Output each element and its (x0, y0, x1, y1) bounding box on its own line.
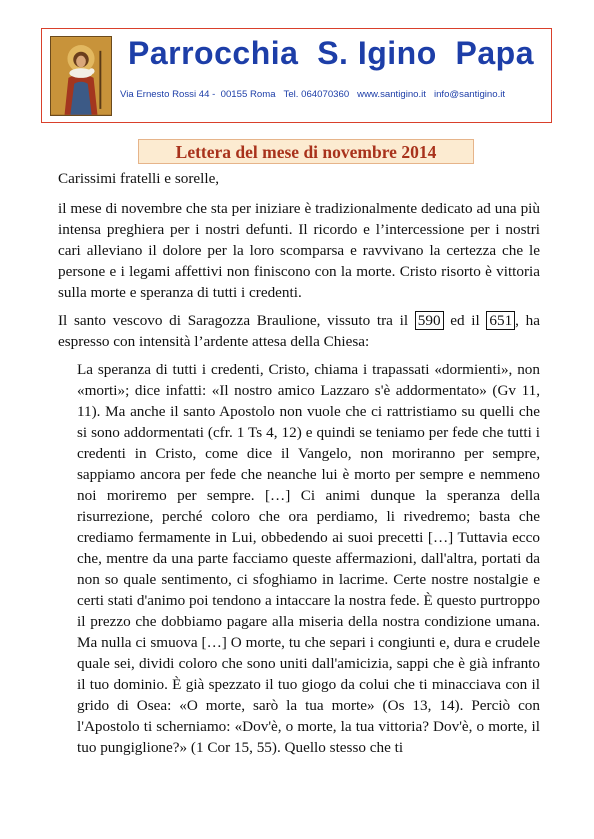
website-link[interactable]: www.santigino.it (357, 89, 426, 100)
paragraph-intro: il mese di novembre che sta per iniziare è tradizionalmente dedicato ad una più intensa preghiera per i nostri defunti. Il ricordo e l’intercessione per i nostri cari alleviano il dolore per la loro scomparsa e ravvivano la certezza che le persone e i legami affettivi non finiscono con la morte. Cristo risorto è vittoria sulla morte e speranza di tutti i credenti. (58, 200, 540, 301)
parish-title: Parrocchia S. Igino Papa (128, 35, 535, 71)
letter-title: Lettera del mese di novembre 2014 (138, 139, 474, 164)
letter-body (58, 168, 540, 758)
contact-line (120, 89, 513, 100)
quote-block: La speranza di tutti i credenti, Cristo, chiama i trapassati «dormienti», non «morti»; dice infatti: «Il nostro amico Lazzaro s'è addormentato» (Gv 11, 11). Ma anche il santo Apostolo non vuole che ci rattristiamo su quelli che si sono addormentati (cfr. 1 Ts 4, 12) e quindi se teniamo per fede che tutti i credenti in Cristo, come dice il Vangelo, non moriranno per sempre, sappiamo ancora per fede che neanche lui è morto per sempre e nemmeno noi moriremo per sempre. […] Ci animi dunque la speranza della risurrezione, perché coloro che ora perdiamo, li rivedremo; basta che crediamo fermamente in Lui, obbedendo ai suoi precetti […] Tuttavia ecco che, mentre da una parte facciamo queste affermazioni, dall'altra, portati da non so quale sentimento, ci sfoghiamo in lacrime. Certe nostre nostalgie e certi stati d'animo poi tendono a intaccare la nostra fede. È questo purtroppo il prezzo che dobbiamo pagare alla miseria della nostra condizione umana. Ma nulla ci smuova […] O morte, tu che separi i congiunti e, dura e crudele quale sei, dividi coloro che sono uniti dall'amicizia, sappi che è già infranto il tuo dominio. È già spezzato il tuo giogo da colui che ti minacciava con il grido di Osea: «O morte, sarò la tua morte» (Os 13, 14). Perciò con l'Apostolo ti scherniamo: «Dov'è, o morte, la tua vittoria? Dov'è, o morte, il tuo pungiglione?» (1 Cor 15, 55). Quello stesso che ti (77, 361, 540, 756)
parish-header (41, 28, 552, 123)
paragraph-text: Il santo vescovo di Saragozza Braulione, vissuto tra il (58, 312, 415, 329)
email-link[interactable]: info@santigino.it (433, 89, 506, 100)
phone: Tel. 064070360 (283, 89, 350, 100)
good-shepherd-icon (50, 36, 112, 116)
paragraph-text: ed il (443, 312, 487, 329)
greeting: Carissimi fratelli e sorelle, (58, 170, 220, 187)
paragraph-text: , ha espresso con intensità l’ardente attesa della Chiesa: (58, 312, 540, 350)
address: Via Ernesto Rossi 44 - 00155 Roma (120, 89, 276, 100)
paragraph-braulione (58, 310, 540, 352)
year-start: 590 (415, 311, 444, 330)
year-end: 651 (486, 311, 515, 330)
